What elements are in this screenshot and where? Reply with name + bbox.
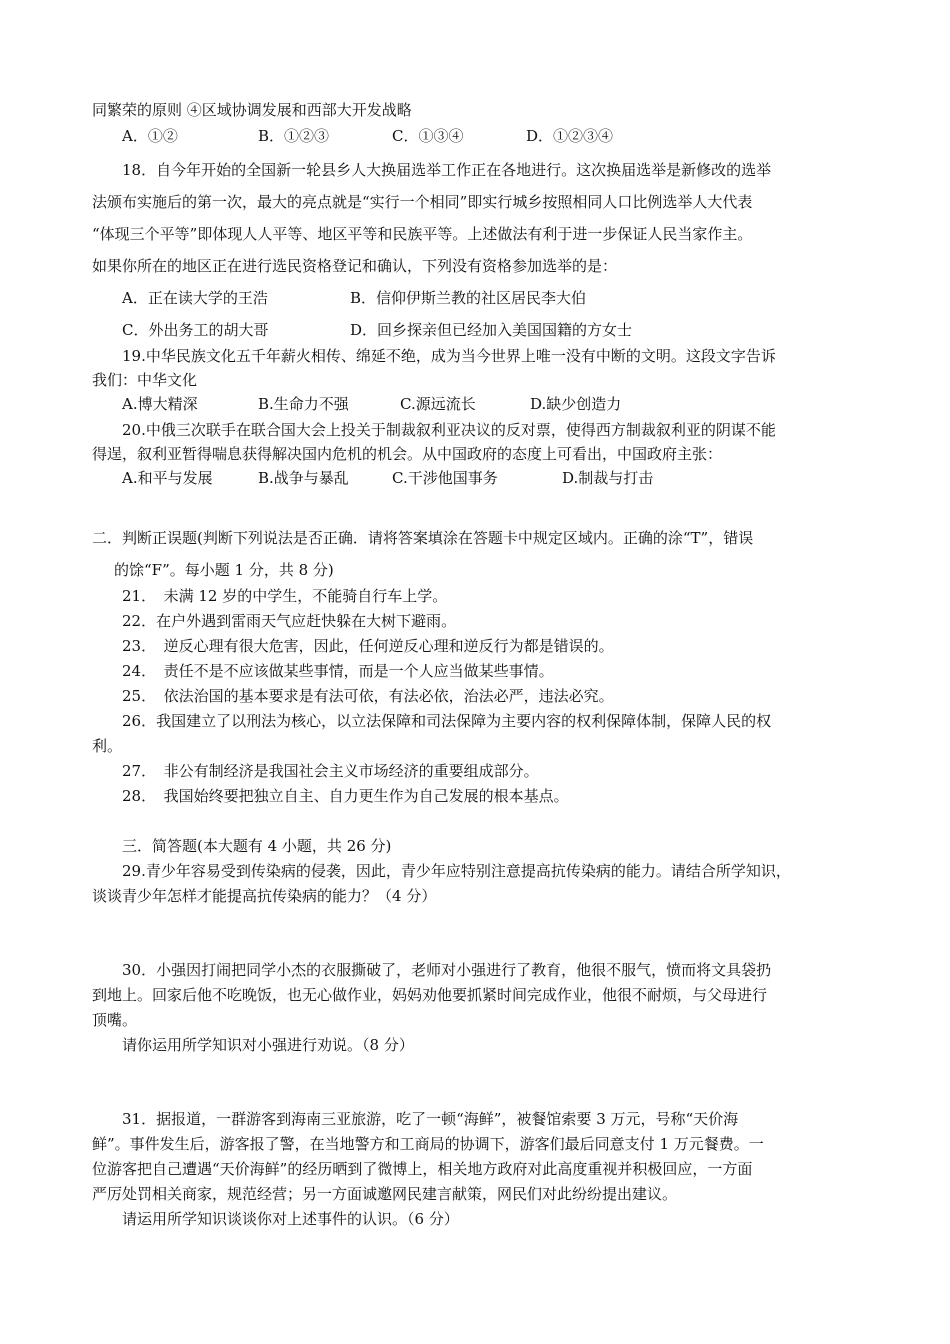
q31-line-5: 请运用所学知识谈谈你对上述事件的认识。（6 分） <box>122 1210 459 1228</box>
q31-line-3: 位游客把自己遭遇“天价海鲜”的经历晒到了微博上，相关地方政府对此高度重视并积极回应，一方面 <box>92 1160 753 1178</box>
q21: 21． 未满 12 岁的中学生，不能骑自行车上学。 <box>122 587 448 605</box>
q18-option-d: D．回乡探亲但已经加入美国国籍的方女士 <box>350 321 633 339</box>
section3-heading: 三．简答题(本大题有 4 小题，共 26 分) <box>122 837 392 855</box>
q22: 22．在户外遇到雷雨天气应赶快躲在大树下避雨。 <box>122 612 457 630</box>
q28: 28． 我国始终要把独立自主、自力更生作为自己发展的根本基点。 <box>122 787 569 805</box>
q19-option-d: D.缺少创造力 <box>530 395 622 413</box>
q17-option-a: A．①② <box>122 127 178 145</box>
q29-line-1: 29.青少年容易受到传染病的侵袭，因此，青少年应特别注意提高抗传染病的能力。请结合所学知识， <box>122 862 791 880</box>
q18-option-c: C．外出务工的胡大哥 <box>122 321 269 339</box>
q20-option-a: A.和平与发展 <box>122 469 213 487</box>
q18-line-1: 18．自今年开始的全国新一轮县乡人大换届选举工作正在各地进行。这次换届选举是新修改的选举 <box>122 161 772 179</box>
q19-line-1: 19.中华民族文化五千年薪火相传、绵延不绝，成为当今世界上唯一没有中断的文明。这段文字告诉 <box>122 347 776 365</box>
q17-tail: 同繁荣的原则 ④区域协调发展和西部大开发战略 <box>92 101 412 119</box>
q17-option-d: D．①②③④ <box>526 127 614 145</box>
q20-option-b: B.战争与暴乱 <box>258 469 349 487</box>
q17-option-c: C．①③④ <box>392 127 464 145</box>
section2-heading-line-1: 二．判断正误题(判断下列说法是否正确．请将答案填涂在答题卡中规定区域内。正确的涂“T”，错误 <box>92 529 754 547</box>
q23: 23． 逆反心理有很大危害，因此，任何逆反心理和逆反行为都是错误的。 <box>122 637 614 655</box>
q17-option-b: B．①②③ <box>258 127 330 145</box>
section2-heading-line-2: 的馀“F”。每小题 1 分，共 8 分) <box>114 561 334 579</box>
q18-option-a: A．正在读大学的王浩 <box>122 289 268 307</box>
q18-line-3: “体现三个平等”即体现人人平等、地区平等和民族平等。上述做法有利于进一步保证人民当家作主。 <box>92 225 753 243</box>
q19-option-a: A.博大精深 <box>122 395 198 413</box>
q31-line-1: 31．据报道，一群游客到海南三亚旅游，吃了一顿“海鲜”，被餐馆索要 3 万元，号称“天价海 <box>122 1110 739 1128</box>
q30-line-4: 请你运用所学知识对小强进行劝说。（8 分） <box>122 1036 414 1054</box>
q29-line-2: 谈谈青少年怎样才能提高抗传染病的能力？（4 分） <box>92 887 437 905</box>
q19-line-2: 我们：中华文化 <box>92 371 198 389</box>
q19-option-c: C.源远流长 <box>400 395 476 413</box>
q30-line-3: 顶嘴。 <box>92 1011 138 1029</box>
q18-line-4: 如果你所在的地区正在进行选民资格登记和确认，下列没有资格参加选举的是： <box>92 257 618 275</box>
q18-line-2: 法颁布实施后的第一次，最大的亮点就是“实行一个相同”即实行城乡按照相同人口比例选举人大代表 <box>92 193 753 211</box>
q19-option-b: B.生命力不强 <box>258 395 349 413</box>
q20-option-d: D.制裁与打击 <box>562 469 654 487</box>
q30-line-1: 30．小强因打闹把同学小杰的衣服撕破了，老师对小强进行了教育，他很不服气，愤而将文具袋扔 <box>122 961 772 979</box>
q20-option-c: C.干涉他国事务 <box>392 469 498 487</box>
q26-line-2: 利。 <box>92 737 123 755</box>
q30-line-2: 到地上。回家后他不吃晚饭，也无心做作业，妈妈劝他要抓紧时间完成作业，他很不耐烦，与父母进行 <box>92 986 768 1004</box>
q24: 24． 责任不是不应该做某些事情，而是一个人应当做某些事情。 <box>122 662 554 680</box>
q18-option-b: B．信仰伊斯兰教的社区居民李大伯 <box>350 289 587 307</box>
q31-line-4: 严厉处罚相关商家，规范经营；另一方面诚邀网民建言献策，网民们对此纷纷提出建议。 <box>92 1185 678 1203</box>
q26-line-1: 26．我国建立了以刑法为核心，以立法保障和司法保障为主要内容的权利保障体制，保障人民的权 <box>122 712 772 730</box>
q25: 25． 依法治国的基本要求是有法可依，有法必依，治法必严，违法必究。 <box>122 687 614 705</box>
q20-line-1: 20.中俄三次联手在联合国大会上投关于制裁叙利亚决议的反对票，使得西方制裁叙利亚的阴谋不能 <box>122 421 776 439</box>
q27: 27． 非公有制经济是我国社会主义市场经济的重要组成部分。 <box>122 762 539 780</box>
q31-line-2: 鲜”。事件发生后，游客报了警，在当地警方和工商局的协调下，游客们最后同意支付 1 万元餐费。一 <box>92 1135 764 1153</box>
q20-line-2: 得逞，叙利亚暂得喘息获得解决国内危机的机会。从中国政府的态度上可看出，中国政府主张： <box>92 445 723 463</box>
